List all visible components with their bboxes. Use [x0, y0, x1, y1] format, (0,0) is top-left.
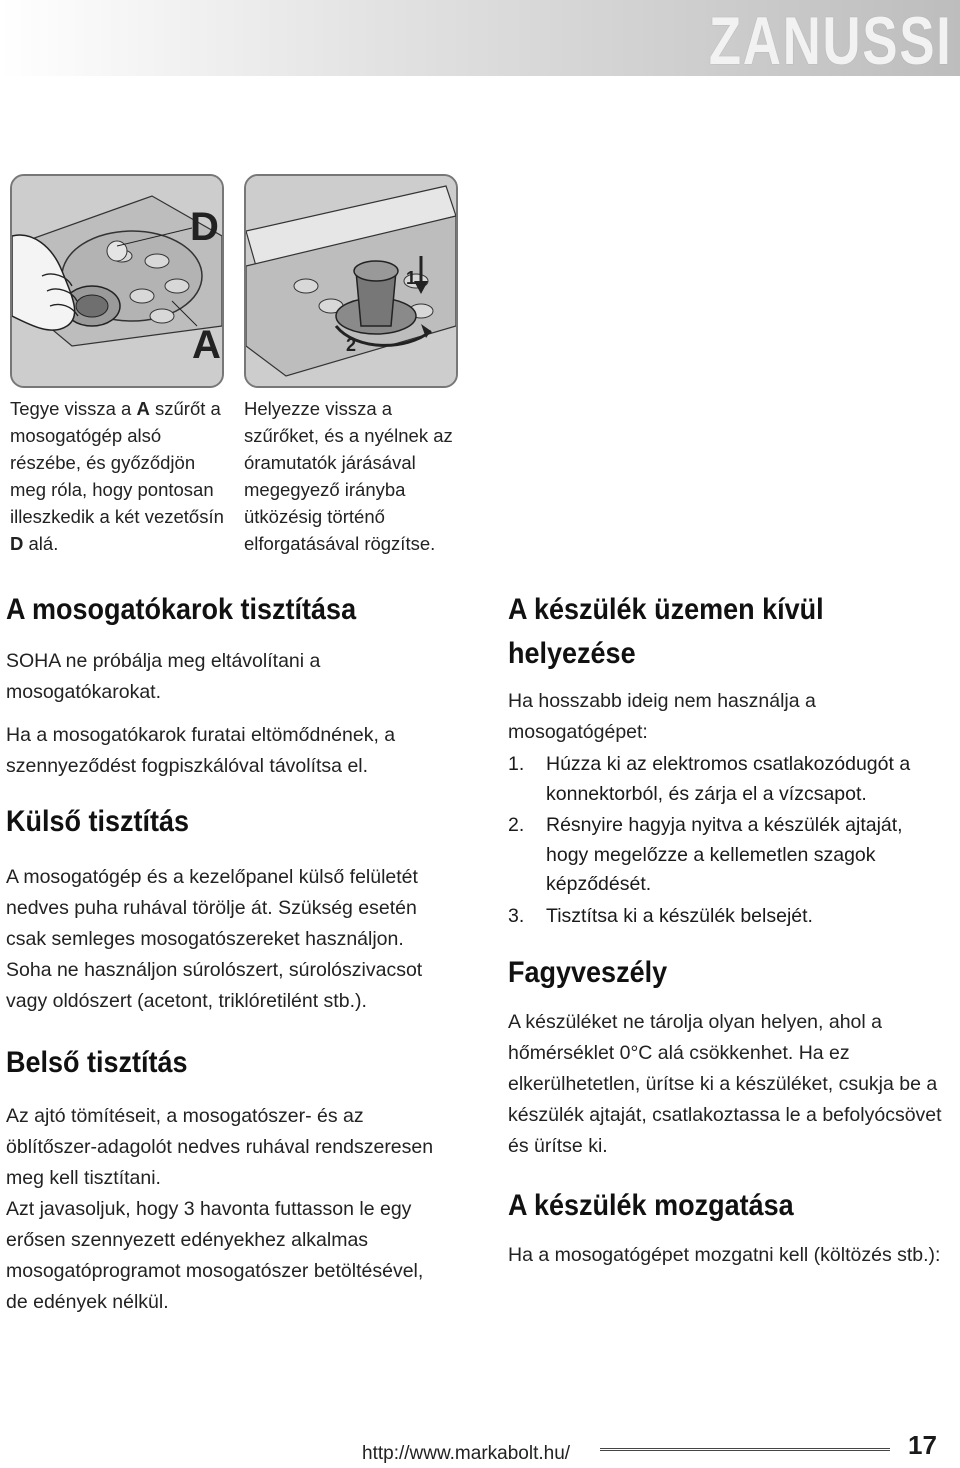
internal-cleaning-paragraph-1: Az ajtó tömítéseit, a mosogatószer- és az öblítőszer-adagolót nedves ruhával rendszeresen meg kell tisztítani. — [6, 1105, 434, 1189]
section-title-out-of-service: A készülék üzemen kívül helyezése — [508, 593, 824, 670]
internal-cleaning-paragraph-2: Azt javasoljuk, hogy 3 havonta futtasson le egy erősen szennyezett edényekhez alkalmas mosogatóprogramot mosogatószer betöltésével, de edények nélkül. — [6, 1198, 424, 1313]
filter-insert-illustration — [10, 174, 224, 388]
moving-paragraph: Ha a mosogatógépet mozgatni kell (költözés stb.): — [508, 1244, 941, 1266]
section-title-external-cleaning: Külső tisztítás — [6, 805, 190, 838]
filter-lock-drawing — [246, 176, 456, 386]
filter-insert-drawing — [12, 176, 222, 386]
section-title-internal-cleaning: Belső tisztítás — [6, 1046, 188, 1079]
step-1-label: 1 — [406, 268, 417, 288]
brand-logo: ZANUSSI — [708, 3, 952, 79]
list-item: 2. Résnyire hagyja nyitva a készülék ajtaját, hogy megelőzze a kellemetlen szagok képződését. — [508, 814, 903, 895]
footer-rule — [600, 1448, 890, 1451]
right-column — [508, 588, 948, 1271]
right-caption: Helyezze vissza a szűrőket, és a nyélnek az óramutatók járásával megegyező irányba ütközésig történő elforgatásával rögzítse. — [244, 398, 453, 554]
section-title-moving: A készülék mozgatása — [508, 1189, 794, 1222]
out-of-service-intro: Ha hosszabb ideig nem használja a mosogatógépet: — [508, 690, 816, 743]
out-of-service-steps — [508, 750, 948, 931]
filter-lock-illustration — [244, 174, 458, 388]
label-d: D — [190, 205, 219, 249]
section-title-frost-danger: Fagyveszély — [508, 956, 668, 989]
left-caption: Tegye vissza a A szűrőt a mosogatógép alsó részébe, és győződjön meg róla, hogy pontosan illeszkedik a két vezetősín D alá. — [10, 398, 224, 554]
list-item: 1. Húzza ki az elektromos csatlakozódugót a konnektorból, és zárja el a vízcsapot. — [508, 753, 911, 805]
label-a: A — [192, 323, 221, 367]
list-item: 3. Tisztítsa ki a készülék belsejét. — [508, 904, 813, 927]
footer-url[interactable]: http://www.markabolt.hu/ — [358, 1443, 574, 1465]
section-title-spray-arms: A mosogatókarok tisztítása — [6, 593, 357, 626]
left-column — [6, 588, 446, 1318]
step-2-label: 2 — [346, 335, 357, 355]
external-cleaning-paragraph: A mosogatógép és a kezelőpanel külső felületét nedves puha ruhával törölje át. Szükség esetén csak semleges mosogatószereket használjon. Soha ne használjon súrolószert, súrolószivacsot vagy oldószert (acetont, triklóretilént stb.). — [6, 866, 423, 1012]
spray-arms-paragraph-2: Ha a mosogatókarok furatai eltömődnének, a szennyeződést fogpiszkálóval távolítsa el. — [6, 724, 396, 777]
page-number: 17 — [908, 1430, 937, 1460]
frost-danger-paragraph: A készüléket ne tárolja olyan helyen, ahol a hőmérséklet 0°C alá csökkenhet. Ha ez elkerülhetetlen, ürítse ki a készüléket, csukja be a készülék ajtaját, csatlakoztassa le a befolyócsövet és ürítse ki. — [508, 1011, 942, 1157]
spray-arms-paragraph-1: SOHA ne próbálja meg eltávolítani a mosogatókarokat. — [6, 650, 321, 703]
